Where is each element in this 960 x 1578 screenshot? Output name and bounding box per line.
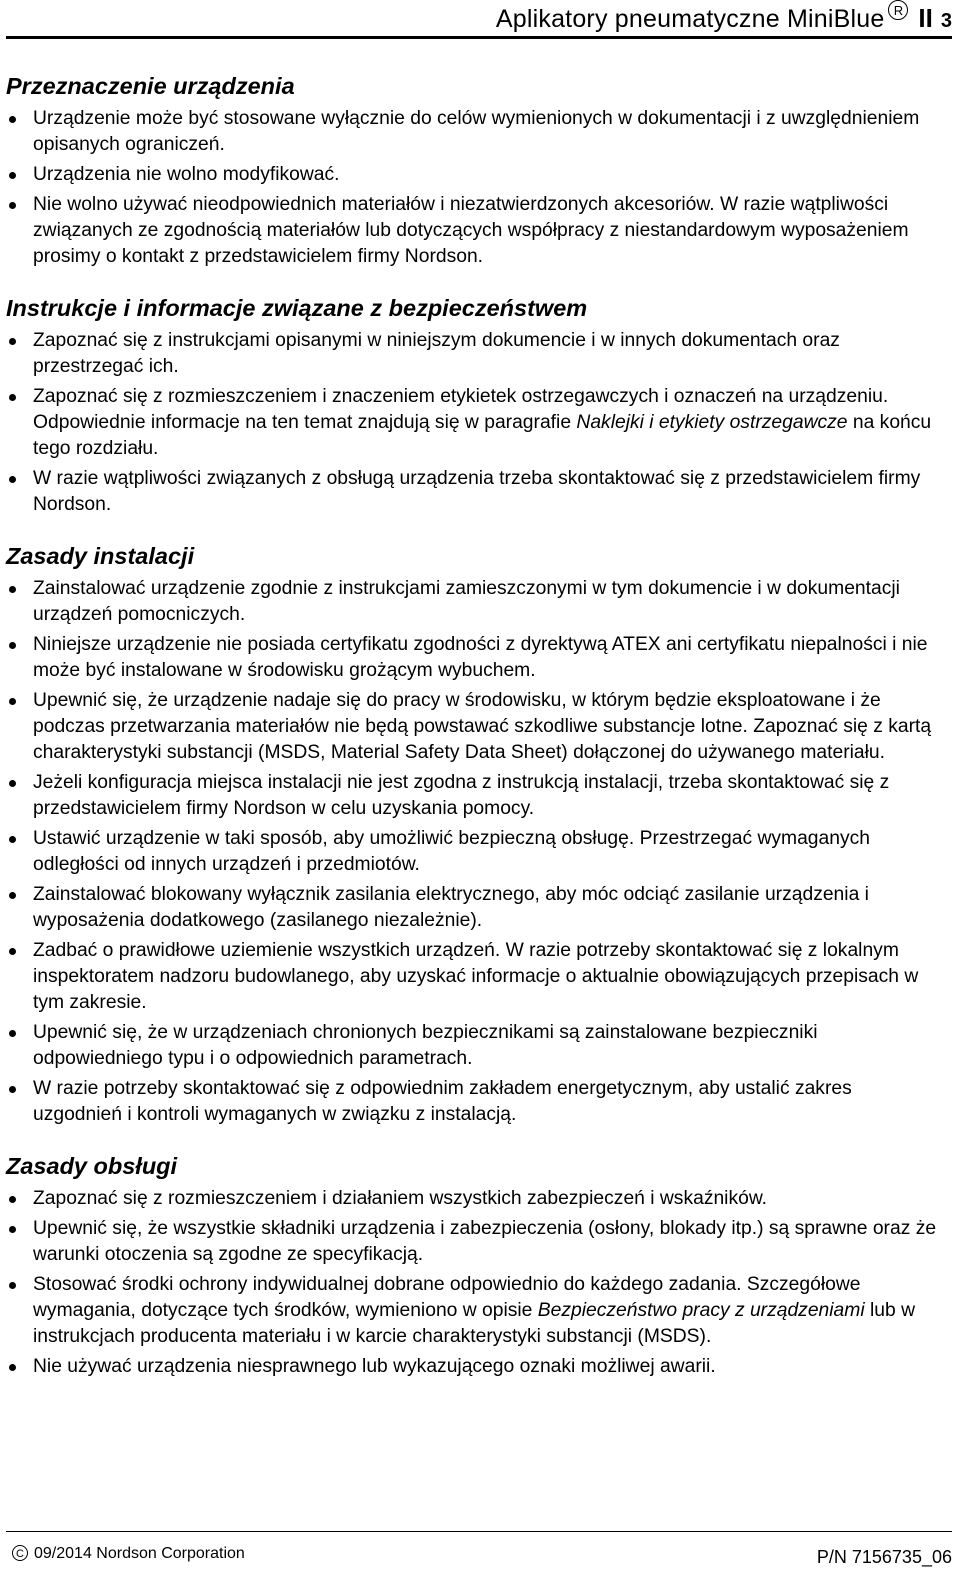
list-item — [6, 688, 942, 766]
page-footer — [6, 1531, 952, 1576]
bullet-list — [6, 328, 942, 518]
list-item-text: Jeżeli konfiguracja miejsca instalacji nie jest zgodna z instrukcją instalacji, trzeba skontaktować się z przedstawicielem firmy Nordson w celu uzyskania pomocy. — [33, 772, 890, 819]
bullet-list — [6, 576, 942, 1128]
list-item-text: Zainstalować blokowany wyłącznik zasilania elektrycznego, aby móc odciąć zasilanie urządzenia i wyposażenia dodatkowego (zasilanego niezależnie). — [33, 884, 869, 931]
list-item — [6, 632, 942, 684]
list-item-text: Stosować środki ochrony indywidualnej dobrane odpowiednio do każdego zadania. Szczegółowe wymagania, dotyczące tych środków, wymieniono w opisie — [33, 1274, 861, 1321]
list-item — [6, 576, 942, 628]
bullet-icon — [9, 892, 16, 899]
bullet-icon — [9, 172, 16, 179]
bullet-icon — [9, 1226, 16, 1233]
list-item-text: Nie używać urządzenia niesprawnego lub wykazującego oznaki możliwej awarii. — [33, 1356, 716, 1377]
list-item-text: Urządzenia nie wolno modyfikować. — [33, 164, 340, 185]
list-item — [6, 106, 942, 158]
bullet-icon — [9, 338, 16, 345]
document-reference: Naklejki i etykiety ostrzegawcze — [576, 412, 848, 433]
list-item — [6, 770, 942, 822]
section — [6, 540, 942, 1128]
list-item-text: Urządzenie może być stosowane wyłącznie do celów wymienionych w dokumentacji i z uwzględnieniem opisanych ograniczeń. — [33, 108, 920, 155]
section — [6, 292, 942, 518]
bullet-icon — [9, 1086, 16, 1093]
list-item — [6, 1216, 942, 1268]
list-item — [6, 1354, 942, 1380]
bullet-icon — [9, 698, 16, 705]
header-title: Aplikatory pneumatyczne MiniBlue — [495, 5, 885, 33]
list-item-text: W razie potrzeby skontaktować się z odpowiednim zakładem energetycznym, aby ustalić zakres uzgodnień i kontroli wymaganych w związku z instalacją. — [33, 1078, 852, 1125]
section-heading: Instrukcje i informacje związane z bezpieczeństwem — [6, 295, 588, 321]
bullet-icon — [9, 780, 16, 787]
page-header — [6, 0, 952, 39]
list-item-text: lub w instrukcjach producenta materiału i w karcie charakterystyki substancji (MSDS). — [33, 1300, 915, 1347]
list-item — [6, 384, 942, 462]
bullet-icon — [9, 116, 16, 123]
bullet-icon — [9, 836, 16, 843]
registered-trademark-icon: R — [888, 0, 908, 20]
list-item — [6, 938, 942, 1016]
list-item-text: W razie wątpliwości związanych z obsługą urządzenia trzeba skontaktować się z przedstawicielem firmy Nordson. — [33, 468, 921, 515]
header-separator: II — [918, 3, 933, 33]
page-content — [6, 70, 942, 1402]
list-item — [6, 1186, 942, 1212]
section-heading: Zasady obsługi — [6, 1153, 178, 1179]
section — [6, 1150, 942, 1380]
bullet-icon — [9, 1196, 16, 1203]
list-item — [6, 1020, 942, 1072]
list-item — [6, 826, 942, 878]
footer-copyright-text: 09/2014 Nordson Corporation — [34, 1545, 245, 1562]
bullet-icon — [9, 1364, 16, 1371]
list-item-text: Upewnić się, że urządzenie nadaje się do pracy w środowisku, w którym będzie eksploatowane i że podczas przetwarzania materiałów nie będą powstawać szkodliwe substancje lotne. Zapoznać się z kartą charakterystyki substancji (MSDS, Material Safety Data Sheet) dołączonej do używanego materiału. — [33, 690, 932, 763]
list-item-text: Niniejsze urządzenie nie posiada certyfikatu zgodności z dyrektywą ATEX ani certyfikatu niepalności i nie może być instalowane w środowisku grożącym wybuchem. — [33, 634, 928, 681]
list-item — [6, 192, 942, 270]
bullet-list — [6, 1186, 942, 1380]
bullet-icon — [9, 476, 16, 483]
list-item-text: Nie wolno używać nieodpowiednich materiałów i niezatwierdzonych akcesoriów. W razie wątpliwości związanych ze zgodnością materiałów lub dotyczących współpracy z niestandardowym wyposażeniem prosimy o kontakt z przedstawicielem firmy Nordson. — [33, 194, 909, 267]
list-item-text: Zapoznać się z rozmieszczeniem i działaniem wszystkich zabezpieczeń i wskaźników. — [33, 1188, 768, 1209]
list-item-text: Ustawić urządzenie w taki sposób, aby umożliwić bezpieczną obsługę. Przestrzegać wymaganych odległości od innych urządzeń i przedmiotów. — [33, 828, 870, 875]
list-item-text: Zapoznać się z rozmieszczeniem i znaczeniem etykietek ostrzegawczych i oznaczeń na urządzeniu. Odpowiednie informacje na ten temat znajdują się w paragrafie — [33, 386, 889, 433]
list-item — [6, 1272, 942, 1350]
list-item-text: Upewnić się, że w urządzeniach chronionych bezpiecznikami są zainstalowane bezpieczniki odpowiedniego typu i o odpowiednich parametrach. — [33, 1022, 818, 1069]
section-heading: Zasady instalacji — [6, 543, 195, 569]
document-reference: Bezpieczeństwo pracy z urządzeniami — [537, 1300, 865, 1321]
bullet-icon — [9, 948, 16, 955]
list-item — [6, 328, 942, 380]
list-item-text: Zapoznać się z instrukcjami opisanymi w niniejszym dokumencie i w innych dokumentach oraz przestrzegać ich. — [33, 330, 840, 377]
copyright-icon: C — [12, 1545, 28, 1561]
section — [6, 70, 942, 270]
list-item-text: Zainstalować urządzenie zgodnie z instrukcjami zamieszczonymi w tym dokumencie i w dokumentacji urządzeń pomocniczych. — [33, 578, 900, 625]
footer-copyright — [12, 1545, 245, 1563]
list-item-text: Zadbać o prawidłowe uziemienie wszystkich urządzeń. W razie potrzeby skontaktować się z lokalnym inspektoratem nadzoru budowlanego, aby uzyskać informacje o aktualnie obowiązujących przepisach w tym zakresie. — [33, 940, 919, 1013]
bullet-icon — [9, 394, 16, 401]
bullet-icon — [9, 642, 16, 649]
list-item-text: na końcu tego rozdziału. — [33, 412, 932, 459]
bullet-icon — [9, 202, 16, 209]
list-item-text: Upewnić się, że wszystkie składniki urządzenia i zabezpieczenia (osłony, blokady itp.) są sprawne oraz że warunki otoczenia są zgodne ze specyfikacją. — [33, 1218, 937, 1265]
bullet-icon — [9, 586, 16, 593]
bullet-list — [6, 106, 942, 270]
page-number: 3 — [940, 10, 952, 32]
list-item — [6, 882, 942, 934]
footer-part-number: P/N 7156735_06 — [816, 1547, 952, 1567]
list-item — [6, 466, 942, 518]
bullet-icon — [9, 1030, 16, 1037]
list-item — [6, 162, 942, 188]
bullet-icon — [9, 1282, 16, 1289]
list-item — [6, 1076, 942, 1128]
section-heading: Przeznaczenie urządzenia — [6, 73, 295, 99]
